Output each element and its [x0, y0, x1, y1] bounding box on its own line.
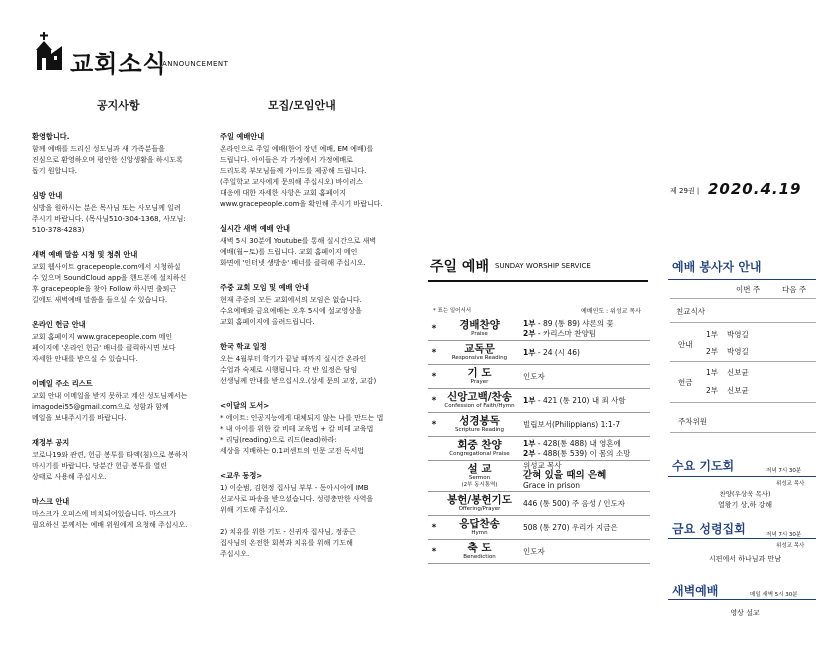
text-line: 수 있으며 SoundCloud app을 핸드폰에 설치하신	[32, 274, 187, 282]
page-title: 교회소식	[70, 50, 167, 78]
item-detail: 1부 - 89 (통 89) 샤론의 꽃	[523, 318, 614, 328]
section-title: 재정부 공지	[32, 438, 70, 447]
section	[220, 223, 392, 269]
section-title: <교우 동정>	[220, 471, 263, 480]
section-body	[220, 295, 392, 328]
divider	[670, 322, 816, 323]
offering-2-label: 2부	[706, 386, 719, 395]
section-body	[32, 450, 202, 483]
text-line: 페이지에 '온라인 헌금' 배너를 클릭하시면 보다	[32, 344, 176, 352]
section	[32, 319, 202, 365]
item-name-en: Congregational Praise	[449, 451, 510, 457]
item-name: 회중 찬양	[457, 439, 502, 451]
text-line: (주일학교 교사에게 문의해 주십시오) 바이러스	[220, 178, 363, 186]
text-line: 화면에 '인터넷 생방송' 배너를 클릭해 주십시오.	[220, 259, 366, 267]
section-title: 한국 학교 일정	[220, 342, 267, 351]
worship-leader-note: 예배인도 : 위성교 목사	[581, 308, 641, 315]
text-line: 주시기 바랍니다. (목사님510-304-1368, 사모님:	[32, 215, 186, 223]
standing-mark: *	[431, 419, 437, 430]
text-line: 진심으로 환영하오며 평안한 신앙생활을 하시도록	[32, 156, 183, 164]
text-line: 수요예배와 금요예배는 오후 5시에 설교영상을	[220, 307, 362, 315]
item-name: 신앙고백/찬송	[447, 391, 512, 403]
text-line: 주십시오.	[220, 550, 250, 558]
offering-1-label: 1부	[706, 368, 719, 377]
text-line: 온라인으로 주일 예배(한어 장년 예배, EM 예배)를	[220, 145, 374, 153]
item-name: 성경봉독	[459, 415, 500, 427]
text-line: 교회 홈페이지 www.gracepeople.com 메인	[32, 333, 173, 341]
section	[32, 190, 202, 236]
worship-item	[428, 341, 650, 365]
text-line: www.gracepeople.com을 확인해 주시기 바랍니다.	[220, 200, 383, 208]
text-line: 예배(월~토)를 드립니다. 교회 홈페이지 메인	[220, 248, 358, 256]
text-line	[220, 516, 392, 527]
item-name: 설 교	[467, 463, 492, 475]
text-line: 선교사로 파송을 받으셨습니다. 성령충만한 사역을	[220, 495, 374, 503]
item-name-en: Scripture Reading	[454, 427, 505, 433]
section-body	[32, 509, 202, 531]
text-line: 심방을 원하시는 분은 목사님 또는 사모님께 일려	[32, 204, 181, 212]
wednesday-line-2: 열왕기 상,하 강해	[717, 501, 772, 509]
item-name-en: Confession of Faith/Hymn	[444, 403, 515, 409]
worship-item	[428, 365, 650, 389]
item-detail: 2부 - 카리스마 찬양팀	[523, 328, 597, 338]
meetings-column	[220, 131, 392, 573]
section-body	[32, 144, 202, 177]
divider	[668, 279, 816, 280]
section	[220, 282, 392, 328]
item-name-en: Responsive Reading	[451, 355, 508, 361]
section-title: 새벽 예배 말씀 시청 및 청취 안내	[32, 250, 138, 259]
item-detail: 1부 - 421 (통 210) 내 죄 사함	[523, 395, 626, 405]
item-name-en: Sermon	[468, 475, 491, 481]
section-title: <이달의 도서>	[220, 401, 270, 410]
guide-1-name: 박영길	[727, 330, 749, 339]
item-detail: 2부 - 488(통 539) 이 몸의 소망	[523, 448, 631, 458]
worship-order-table	[428, 317, 650, 564]
guide-2-name: 박영길	[727, 347, 749, 356]
worship-item	[428, 461, 650, 492]
section-title: 환영합니다.	[32, 132, 70, 141]
guide-label: 안내	[678, 340, 693, 349]
text-line: imagodei55@gmail.com으로 성함과 함께	[32, 403, 169, 411]
text-line: 필요하신 분께서는 예배 위원에게 요청해 주십시오.	[32, 521, 188, 529]
section	[220, 131, 392, 210]
text-line: 2) 치유를 위한 기도 - 신귀자 집사님, 정종근	[220, 528, 356, 536]
text-line: 코로나19와 관련, 헌금 봉투를 타액(침)으로 봉하지	[32, 451, 189, 459]
parking-label: 주차위원	[678, 417, 707, 426]
friday-title: 금요 성령집회	[672, 522, 746, 536]
item-name: 기 도	[467, 367, 492, 379]
dawn-line: 영상 설교	[730, 609, 760, 617]
section-body	[32, 391, 202, 424]
item-name: 응답찬송	[459, 518, 500, 530]
item-detail: 1부 - 24 (시 46)	[523, 347, 580, 357]
text-line: 1) 이순범, 김현정 집사님 부부 - 동아시아에 IMB	[220, 484, 369, 492]
section-body	[220, 236, 392, 269]
text-line: * 내 아이를 위한 칼 비테 교육법 + 칼 비테 교육법	[220, 425, 374, 433]
text-line: 길에도 새벽예배 말씀을 들으실 수 있습니다.	[32, 296, 168, 304]
worship-subtitle: SUNDAY WORSHIP SERVICE	[495, 262, 591, 270]
divider	[668, 538, 816, 539]
text-line: 집사님의 온전한 회복과 치유를 위해 기도해	[220, 539, 353, 547]
text-line: 현재 주중의 모든 교회에서의 모임은 없습니다.	[220, 296, 362, 304]
item-name: 경배찬양	[459, 319, 500, 331]
offering-1-name: 신보균	[727, 368, 749, 377]
worship-item	[428, 413, 650, 437]
item-detail: 갇혀 있을 때의 은혜	[523, 470, 607, 481]
section-title: 심방 안내	[32, 191, 63, 200]
meetings-heading: 모집/모임안내	[268, 99, 336, 112]
section-body	[32, 203, 202, 236]
item-detail: 빌립보서(Philippians) 1:1-7	[523, 419, 621, 429]
item-detail: 508 (통 270) 우리가 지금은	[523, 522, 618, 532]
friday-line: 시편에서 하나님과 만남	[708, 555, 782, 563]
guide-2-label: 2부	[706, 347, 719, 356]
wednesday-time: 저녁 7시 30분	[766, 468, 802, 474]
item-name: 교독문	[464, 343, 495, 355]
section-title: 주중 교회 모임 및 예배 안내	[220, 283, 309, 292]
standing-mark: *	[431, 323, 437, 334]
page-subtitle: ANNOUNCEMENT	[162, 60, 229, 68]
wednesday-title: 수요 기도회	[672, 459, 735, 473]
section-title: 온라인 헌금 안내	[32, 320, 86, 329]
item-detail: 1부 - 428(통 488) 내 영혼에	[523, 438, 621, 448]
worship-title: 주일 예배	[430, 259, 489, 275]
text-line: 교회 안내 이메일을 받지 못하고 계신 성도님께서는	[32, 392, 188, 400]
text-line: 마시기를 바랍니다. 당분간 헌금 봉투를 열린	[32, 462, 168, 470]
section-body	[220, 413, 392, 457]
guide-1-label: 1부	[706, 330, 719, 339]
divider	[668, 476, 816, 477]
announcements-heading: 공지사항	[97, 99, 140, 112]
text-line: 대응에 대한 자세한 사항은 교회 홈페이지	[220, 189, 347, 197]
text-line: 함께 예배를 드리신 성도님과 새 가족분들을	[32, 145, 165, 153]
friday-time: 저녁 7시 30분	[766, 532, 802, 538]
text-line: 510-378-4283)	[32, 226, 85, 234]
item-name-en: Prayer	[470, 379, 489, 385]
offering-label: 헌금	[678, 378, 693, 387]
standing-mark: *	[431, 347, 437, 358]
wednesday-leader: 위성교 목사	[776, 481, 805, 487]
text-line: 수업과 숙제로 시행됩니다. 각 반 일정은 담임	[220, 366, 358, 374]
text-line: 후 gracepeople을 찾아 Follow 하시면 출퇴근	[32, 285, 177, 293]
section-title: 실시간 새벽 예배 안내	[220, 224, 290, 233]
section	[220, 470, 392, 560]
text-line: 새벽 5시 30분에 Youtube를 통해 실시간으로 새벽	[220, 237, 377, 245]
worship-item	[428, 516, 650, 540]
text-line: 교회 홈페이지에 올려드립니다.	[220, 318, 315, 326]
text-line: 드리도록 부모님들께 가이드를 제공해 드립니다.	[220, 167, 367, 175]
section-body	[220, 144, 392, 210]
item-name-en: Offering/Prayer	[458, 506, 501, 512]
item-detail: 446 (통 500) 주 음성 / 인도자	[523, 498, 626, 508]
section	[220, 341, 392, 387]
section	[32, 496, 202, 531]
section-body	[32, 262, 202, 306]
item-detail: 인도자	[523, 371, 545, 381]
item-detail: 인도자	[523, 546, 545, 556]
item-detail: Grace in prison	[523, 481, 581, 490]
col-next-week: 다음 주	[782, 285, 807, 294]
divider	[670, 402, 816, 403]
item-name-en: Hymn	[471, 530, 488, 536]
text-line: 상태로 사용해 주십시오.	[32, 473, 107, 481]
text-line: 교회 웹사이트 gracepeople.com에서 시청하실	[32, 263, 181, 271]
standing-mark: *	[431, 546, 437, 557]
section	[32, 131, 202, 177]
offering-2-name: 신보균	[727, 386, 749, 395]
text-line: 세상을 지배하는 0.1퍼센트의 인문 고전 독서법	[220, 447, 364, 455]
divider	[668, 599, 816, 600]
section-title: 이메일 주소 리스트	[32, 379, 93, 388]
fellowship-label: 친교식사	[676, 307, 705, 316]
dawn-title: 새벽예배	[672, 584, 719, 598]
section	[32, 437, 202, 483]
text-line: 메일을 보내주시기를 바랍니다.	[32, 414, 127, 422]
text-line: * 리딩(reading)으로 리드(lead)하라:	[220, 436, 337, 444]
section-body	[220, 483, 392, 560]
worship-item	[428, 492, 650, 516]
col-this-week: 이번 주	[736, 285, 761, 294]
text-line: 선생님께 안내를 받으십시오.(상세 문의 교장, 교감)	[220, 377, 377, 385]
section-body	[32, 332, 202, 365]
divider	[670, 361, 816, 362]
volunteers-title: 예배 봉사자 안내	[672, 260, 762, 274]
divider	[670, 432, 816, 433]
announcements-column	[32, 131, 202, 544]
standing-note: * 표는 일어서서	[433, 308, 472, 314]
text-line: * 에이트: 인공지능에게 대체되지 않는 나를 만드는 법	[220, 414, 384, 422]
section-title: 주일 예배안내	[220, 132, 265, 141]
standing-mark: *	[431, 522, 437, 533]
worship-item	[428, 437, 650, 461]
standing-mark: *	[431, 395, 437, 406]
item-name-en: Praise	[471, 331, 488, 337]
worship-item	[428, 389, 650, 413]
section-body	[220, 354, 392, 387]
text-line: 마스크가 오피스에 비치되어있습니다. 마스크가	[32, 510, 177, 518]
issue-date: 2020.4.19	[708, 180, 802, 198]
item-note: (2부 동시통역)	[461, 482, 498, 488]
text-line: 자세한 안내를 받으실 수 있습니다.	[32, 355, 138, 363]
item-name: 봉헌/봉헌기도	[447, 494, 512, 506]
divider	[428, 280, 648, 282]
wednesday-line-1: 찬양(우상욱 목사)	[719, 490, 771, 498]
friday-leader: 위성교 목사	[776, 543, 805, 549]
section-title: 마스크 안내	[32, 497, 70, 506]
item-name-en: Benediction	[463, 554, 496, 560]
dawn-time: 매일 새벽 5시 30분	[750, 592, 798, 598]
standing-mark: *	[431, 371, 437, 382]
text-line: 드립니다. 아이들은 각 가정에서 가정예배로	[220, 156, 353, 164]
section	[220, 400, 392, 457]
item-name: 축 도	[467, 542, 492, 554]
worship-item	[428, 317, 650, 341]
text-line: 돕기 원합니다.	[32, 167, 78, 175]
divider	[670, 298, 816, 299]
section	[32, 249, 202, 306]
issue-volume: 제 29권 |	[670, 187, 700, 195]
text-line: 오는 4월부터 학기가 끝날 때까지 실시간 온라인	[220, 355, 367, 363]
section	[32, 378, 202, 424]
church-icon	[34, 32, 66, 70]
text-line: 위해 기도해 주십시오.	[220, 506, 288, 514]
worship-item	[428, 540, 650, 564]
item-detail: 위성교 목사	[523, 461, 562, 470]
